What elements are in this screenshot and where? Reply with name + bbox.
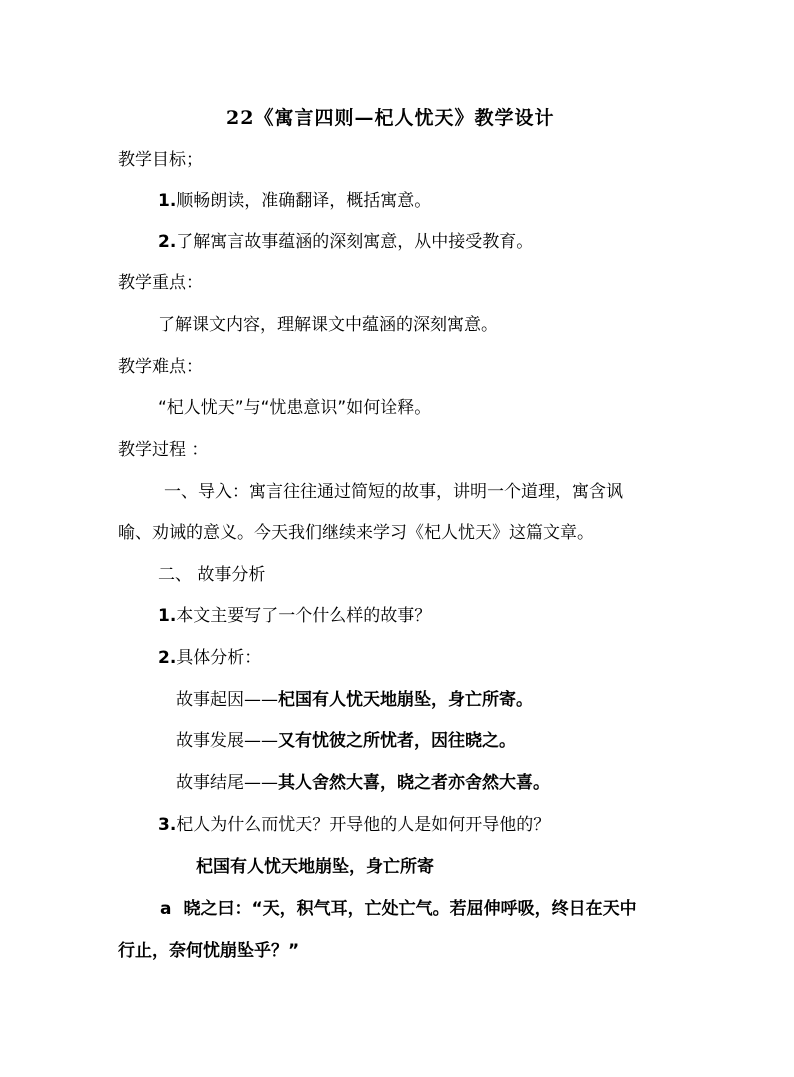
question-3-text: 杞人为什么而忧天？开导他的人是如何开导他的？ (176, 815, 551, 835)
question-1 (158, 604, 431, 628)
objective-1-number: 1. (158, 191, 177, 211)
story-development-label: 故事发展—— (176, 731, 278, 751)
question-3-number: 3. (158, 815, 177, 835)
story-cause (176, 688, 533, 712)
objectives-heading: 教学目标； (118, 150, 203, 170)
question-1-number: 1. (158, 606, 177, 626)
difficulty-text: “杞人忧天”与“忧患意识”如何诠释。 (158, 398, 432, 418)
story-cause-label: 故事起因—— (176, 690, 278, 710)
objective-item-1 (158, 189, 431, 213)
story-ending-text: 其人舍然大喜，晓之者亦舍然大喜。 (278, 773, 550, 793)
story-ending-label: 故事结尾—— (176, 773, 278, 793)
question-2-number: 2. (158, 648, 177, 668)
question-2 (158, 646, 261, 670)
question-2-text: 具体分析： (176, 648, 262, 668)
page-title: 22《寓言四则—杞人忧天》教学设计 (226, 107, 555, 129)
story-ending (176, 771, 550, 795)
story-development (176, 729, 516, 753)
key-points-heading: 教学重点： (118, 273, 203, 293)
objective-2-text: 了解寓言故事蕴涵的深刻寓意，从中接受教育。 (176, 232, 534, 252)
section-2-heading: 二、 故事分析 (158, 565, 266, 585)
objective-1-text: 顺畅朗读，准确翻译，概括寓意。 (176, 191, 432, 211)
difficulty-heading: 教学难点： (118, 357, 203, 377)
story-cause-text: 杞国有人忧天地崩坠，身亡所寄。 (278, 690, 533, 710)
intro-line-1: 一、导入：寓言往往通过简短的故事，讲明一个道理，寓含讽 (164, 482, 623, 502)
intro-line-2: 喻、劝诫的意义。今天我们继续来学习《杞人忧天》这篇文章。 (118, 523, 594, 543)
question-1-text: 本文主要写了一个什么样的故事？ (176, 606, 432, 626)
objective-2-number: 2. (158, 232, 177, 252)
quote-a-text-1: 晓之曰：“天，积气耳，亡处亡气。若屈伸呼吸，终日在天中 (183, 899, 637, 919)
question-3 (158, 813, 550, 837)
objective-item-2 (158, 230, 533, 254)
key-points-text: 了解课文内容，理解课文中蕴涵的深刻寓意。 (158, 315, 498, 335)
quote-a-line-1 (160, 897, 637, 921)
story-development-text: 又有忧彼之所忧者，因往晓之。 (278, 731, 516, 751)
quote-a-marker: a (160, 899, 172, 919)
process-heading: 教学过程 ： (118, 440, 209, 460)
quote-a-line-2: 行止，奈何忧崩坠乎？” (118, 941, 300, 961)
quote-worry: 杞国有人忧天地崩坠，身亡所寄 (196, 857, 434, 877)
